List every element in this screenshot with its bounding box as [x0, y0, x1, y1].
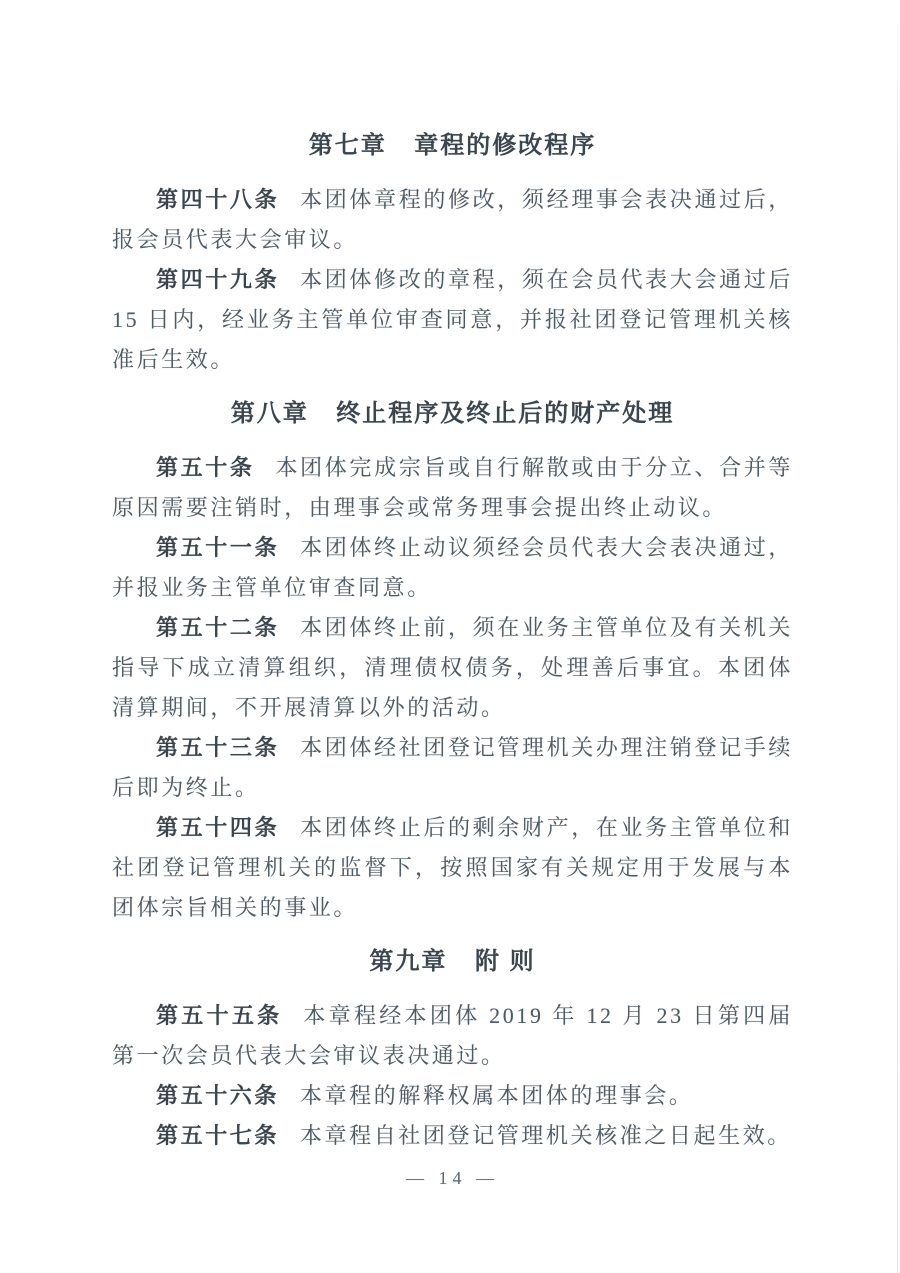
article-paragraph [112, 260, 793, 380]
article-paragraph [112, 996, 793, 1076]
article-label: 第五十五条 [156, 1003, 283, 1028]
article-label: 第五十条 [156, 455, 255, 480]
chapter-title: 章程的修改程序 [414, 132, 597, 159]
article-text: 本章程经本团体 2019 年 12 月 23 日第四届第一次会员代表大会审议表决通过。 [112, 1003, 793, 1068]
chapter-number: 第九章 [369, 948, 448, 975]
article-label: 第五十三条 [156, 735, 280, 760]
article-text: 本团体章程的修改，须经理事会表决通过后，报会员代表大会审议。 [112, 187, 793, 252]
chapter-articles [112, 448, 793, 928]
article-text: 本章程的解释权属本团体的理事会。 [299, 1083, 694, 1108]
chapter-title: 终止程序及终止后的财产处理 [336, 400, 675, 427]
chapter-heading [112, 394, 793, 434]
chapter-articles [112, 180, 793, 380]
document-sections [112, 126, 793, 1156]
article-text: 本团体终止动议须经会员代表大会表决通过，并报业务主管单位审查同意。 [112, 535, 793, 600]
article-label: 第五十四条 [156, 815, 280, 840]
chapter-number: 第八章 [230, 400, 309, 427]
article-paragraph [112, 608, 793, 728]
article-text: 本团体修改的章程，须在会员代表大会通过后 15 日内，经业务主管单位审查同意，并报社团登记管理机关核准后生效。 [112, 267, 793, 372]
chapter-section [112, 394, 793, 928]
article-label: 第五十一条 [156, 535, 280, 560]
article-label: 第五十六条 [156, 1083, 280, 1108]
chapter-title: 附 则 [474, 948, 536, 975]
page-number: — 14 — [406, 1168, 499, 1188]
article-label: 第四十八条 [156, 187, 280, 212]
article-label: 第四十九条 [156, 267, 280, 292]
article-text: 本团体终止前，须在业务主管单位及有关机关指导下成立清算组织，清理债权债务，处理善后事宜。本团体清算期间，不开展清算以外的活动。 [112, 615, 793, 720]
article-text: 本团体完成宗旨或自行解散或由于分立、合并等原因需要注销时，由理事会或常务理事会提出终止动议。 [112, 455, 793, 520]
chapter-articles [112, 996, 793, 1156]
chapter-section [112, 942, 793, 1156]
article-paragraph [112, 1116, 793, 1156]
article-text: 本团体经社团登记管理机关办理注销登记手续后即为终止。 [112, 735, 793, 800]
article-paragraph [112, 1076, 793, 1116]
article-label: 第五十七条 [156, 1123, 280, 1148]
chapter-number: 第七章 [308, 132, 387, 159]
article-label: 第五十二条 [156, 615, 280, 640]
article-paragraph [112, 448, 793, 528]
article-text: 本团体终止后的剩余财产，在业务主管单位和社团登记管理机关的监督下，按照国家有关规定用于发展与本团体宗旨相关的事业。 [112, 815, 793, 920]
article-paragraph [112, 528, 793, 608]
article-paragraph [112, 808, 793, 928]
article-paragraph [112, 180, 793, 260]
article-text: 本章程自社团登记管理机关核准之日起生效。 [299, 1123, 792, 1148]
article-paragraph [112, 728, 793, 808]
chapter-section [112, 126, 793, 380]
chapter-heading [112, 126, 793, 166]
chapter-heading [112, 942, 793, 982]
